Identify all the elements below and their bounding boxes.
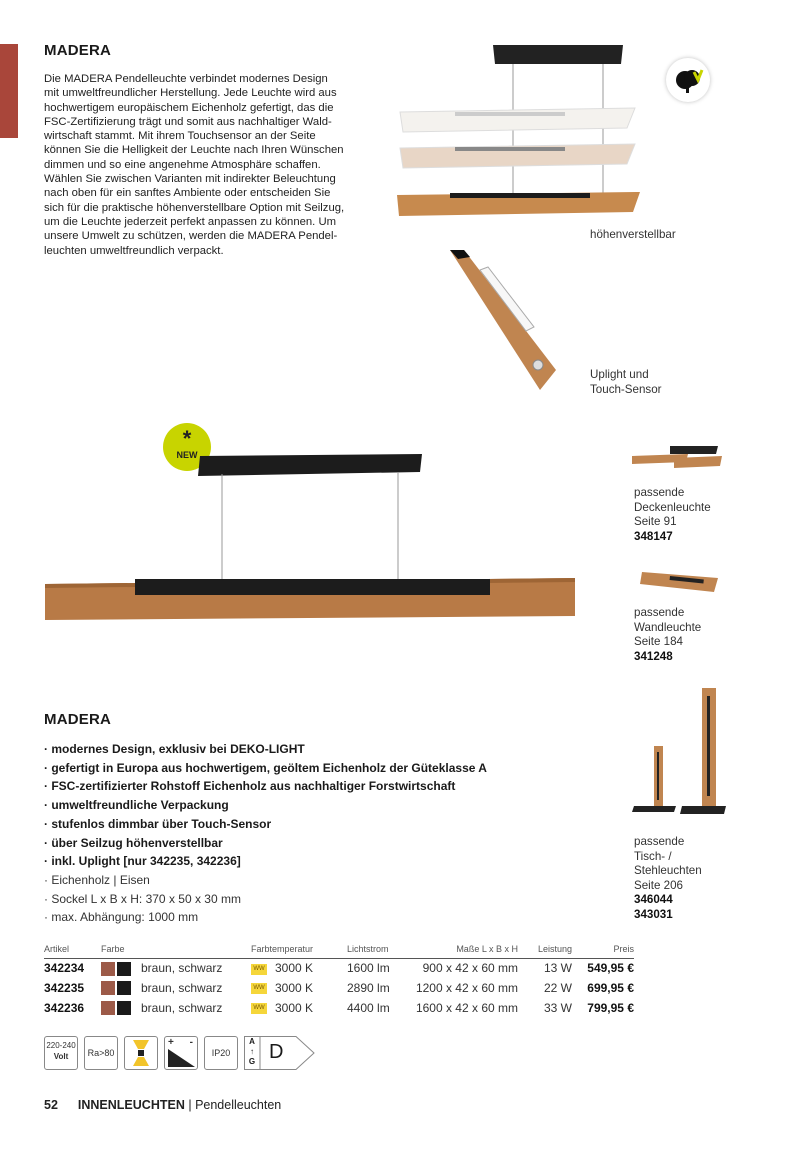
feature-item: · max. Abhängung: 1000 mm (44, 910, 199, 925)
color-swatch-black (117, 1001, 131, 1015)
caption-uplight (590, 368, 662, 397)
voltage-icon (44, 1036, 78, 1070)
cell-masse: 1200 x 42 x 60 mm (415, 981, 518, 995)
footer-section: INNENLEUCHTEN (77, 1098, 185, 1112)
cell-artikel: 342235 (44, 981, 85, 995)
feature-item: · umweltfreundliche Verpackung (44, 798, 229, 813)
dim-minus: - (189, 1037, 193, 1048)
voltage-bottom: Volt (53, 1052, 69, 1061)
intro-line: dimmen und so eine angenehme Atmosphäre schaffen. (44, 158, 321, 171)
color-swatch-brown (101, 981, 115, 995)
product-title-top: MADERA (44, 42, 112, 59)
table-row (44, 978, 634, 998)
cell-leistung: 33 W (543, 1001, 572, 1015)
intro-line: wirtschaft stammt. Mit ihrem Touchsensor an der Seite (44, 130, 316, 143)
cell-lumen: 2890 lm (347, 981, 390, 995)
cell-farbe (101, 998, 251, 1018)
cell-temp (251, 998, 347, 1018)
cell-temp (251, 958, 347, 978)
caption-line: Wandleuchte (634, 620, 702, 634)
cell-lumen: 4400 lm (347, 1001, 390, 1015)
up-down-light-glyph (125, 1037, 157, 1069)
feature-list (44, 740, 604, 927)
caption-line: Stehleuchten (634, 864, 702, 877)
voltage-top: 220-240 (46, 1041, 76, 1050)
table-row (44, 998, 634, 1018)
intro-line: leuchten umweltfreundlich verpackt. (44, 244, 224, 257)
energy-scale-top: A (249, 1037, 255, 1046)
intro-line: sich für die praktische höhenverstellbare Option mit Seilzug, (44, 201, 345, 214)
page-footer (44, 1098, 281, 1112)
cell-lumen: 1600 lm (347, 961, 390, 976)
energy-label (244, 1036, 316, 1070)
caption-line: Seite 184 (634, 635, 683, 648)
temp-text: 3000 K (275, 1001, 314, 1015)
cell-masse: 1600 x 42 x 60 mm (415, 1001, 518, 1015)
spec-table-header (44, 940, 634, 958)
farbe-text: braun, schwarz (141, 1000, 223, 1015)
cell-farbe (101, 978, 251, 998)
ceiling-lamp-thumbnail (630, 442, 726, 472)
height-adjustable-illustration (395, 40, 645, 220)
feature-item: · modernes Design, exklusiv bei DEKO-LIGHT (44, 742, 305, 756)
color-swatch-brown (101, 962, 115, 976)
product-title-bottom: MADERA (44, 711, 112, 728)
intro-line: unsere Umwelt zu schützen, werden die MADERA Pendel- (44, 230, 338, 243)
star-icon: * (182, 426, 192, 451)
col-preis: Preis (572, 940, 634, 958)
intro-line: mit umweltfreundlicher Herstellung. Jede Leuchte wird aus (44, 87, 337, 100)
col-artikel: Artikel (44, 940, 101, 958)
cell-leistung: 13 W (543, 961, 572, 976)
caption-table-floor-lamps (634, 835, 702, 922)
feature-item: · Eichenholz | Eisen (44, 872, 150, 887)
new-badge-label: NEW (176, 450, 198, 460)
caption-line: Seite 206 (634, 878, 683, 892)
up-down-light-icon (124, 1036, 158, 1070)
feature-item: · stufenlos dimmbar über Touch-Sensor (44, 816, 272, 831)
caption-line: passende (634, 606, 685, 619)
wall-lamp-thumbnail (640, 568, 720, 598)
dim-ramp-glyph (165, 1037, 197, 1069)
intro-line: können Sie die Helligkeit der Leuchte nach Ihren Wünschen (44, 144, 344, 157)
feature-item: · inkl. Uplight [nur 342235, 342236] (44, 854, 241, 869)
pendant-lamp-illustration (40, 448, 580, 623)
cell-preis: 549,95 € (587, 961, 634, 976)
caption-line: Touch-Sensor (590, 382, 662, 396)
feature-item: · gefertigt in Europa aus hochwertigem, geöltem Eichenholz der Güteklasse A (44, 760, 487, 775)
caption-line: passende (634, 486, 685, 499)
col-leistung: Leistung (518, 940, 572, 958)
warm-white-icon: WW (251, 983, 267, 994)
caption-line: Tisch- / (634, 849, 672, 863)
temp-text: 3000 K (275, 961, 314, 976)
cell-farbe (101, 958, 251, 978)
intro-line: hochwertigem europäischem Eichenholz gefertigt, das die (44, 101, 334, 114)
caption-wall-lamp (634, 606, 701, 664)
color-swatch-black (117, 981, 131, 995)
feature-item: · über Seilzug höhenverstellbar (44, 835, 223, 850)
caption-height-adjustable: höhenverstellbar (590, 228, 676, 241)
section-tab-marker (0, 44, 18, 138)
table-floor-lamp-thumbnail (632, 684, 727, 819)
caption-line: Deckenleuchte (634, 500, 711, 514)
article-code: 341248 (634, 649, 673, 663)
temp-text: 3000 K (275, 981, 314, 995)
col-masse: Maße L x B x H (405, 940, 518, 958)
article-code: 348147 (634, 529, 673, 543)
intro-line: nach oben für ein sanftes Ambiente oder entscheiden Sie (44, 187, 331, 200)
col-farbtemperatur: Farbtemperatur (251, 940, 347, 958)
dimmable-icon (164, 1036, 198, 1070)
warm-white-icon: WW (251, 1003, 267, 1014)
uplight-closeup-illustration (440, 245, 560, 395)
energy-scale-bottom: G (248, 1057, 256, 1066)
footer-subsection: Pendelleuchten (195, 1098, 282, 1112)
cell-leistung: 22 W (543, 981, 572, 995)
col-lichtstrom: Lichtstrom (347, 940, 405, 958)
col-farbe: Farbe (101, 940, 251, 958)
cell-temp (251, 978, 347, 998)
intro-line: Wählen Sie zwischen Varianten mit indirekter Beleuchtung (44, 173, 336, 186)
feature-item: · Sockel L x B x H: 370 x 50 x 30 mm (44, 891, 241, 906)
cell-preis: 799,95 € (587, 1001, 634, 1015)
caption-ceiling-lamp (634, 486, 711, 544)
farbe-text: braun, schwarz (141, 980, 223, 995)
feature-item: · FSC-zertifizierter Rohstoff Eichenholz aus nachhaltiger Forstwirtschaft (44, 779, 456, 794)
intro-line: FSC-Zertifizierung trägt und somit aus nachhaltiger Wald- (44, 115, 332, 128)
caption-line: Uplight und (590, 368, 649, 381)
cell-masse: 900 x 42 x 60 mm (422, 961, 518, 976)
dim-plus: + (168, 1037, 174, 1048)
farbe-text: braun, schwarz (141, 960, 223, 975)
cell-artikel: 342236 (44, 1001, 85, 1015)
ip-rating-icon: IP20 (204, 1036, 238, 1070)
cell-preis: 699,95 € (587, 981, 634, 995)
energy-class: D (269, 1041, 284, 1063)
article-code: 343031 (634, 907, 673, 921)
caption-line: passende (634, 835, 685, 848)
tree-icon (666, 58, 710, 102)
ra-icon: Ra>80 (84, 1036, 118, 1070)
footer-separator: | (184, 1098, 196, 1112)
energy-scale (244, 1037, 260, 1067)
intro-line: um die Leuchte jederzeit perfekt anpassen zu können. Um (44, 215, 337, 228)
color-swatch-brown (101, 1001, 115, 1015)
cell-artikel: 342234 (44, 961, 85, 976)
energy-scale-arrow: ↑ (250, 1047, 254, 1056)
product-intro (44, 72, 372, 258)
caption-line: Seite 91 (634, 515, 677, 528)
warm-white-icon: WW (251, 964, 267, 975)
fsc-eco-badge (666, 58, 710, 102)
article-code: 346044 (634, 893, 673, 906)
page-number: 52 (44, 1098, 58, 1112)
spec-table (44, 940, 634, 1018)
intro-line: Die MADERA Pendelleuchte verbindet modernes Design (44, 73, 328, 85)
table-row (44, 958, 634, 978)
color-swatch-black (117, 962, 131, 976)
